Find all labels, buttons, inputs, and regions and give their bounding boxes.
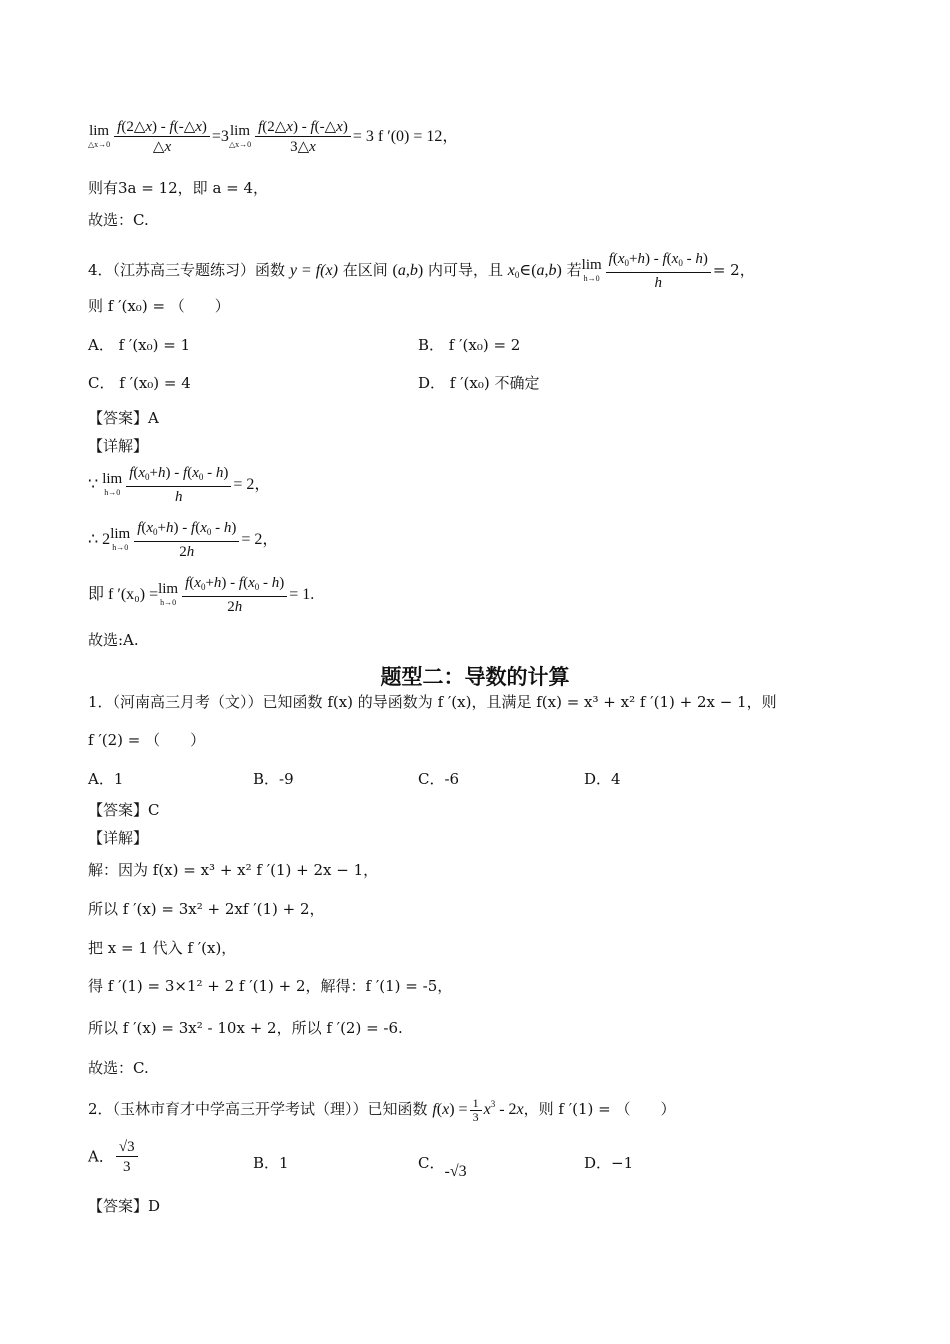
fraction: $\frac{f(x_0+h) - f(x_0 - h)}{2h}$ <box>134 519 239 562</box>
t2q1-detail-label: 【详解】 <box>88 829 149 847</box>
t2q1-choose: 故选：C. <box>88 1059 149 1077</box>
lim-operator: lim h→0 <box>110 525 131 552</box>
x0-in-interval: $x_0\in(a,b)$ <box>507 262 562 281</box>
t2q1-solution-step5: 所以 f ′(x) = 3x² - 10x + 2，所以 f ′(2) = -6. <box>88 1019 403 1037</box>
function-def: y = f(x) <box>289 262 338 280</box>
t2q1-solution-step4: 得 f ′(1) = 3×1² + 2 f ′(1) + 2，解得：f ′(1) = -5， <box>88 977 453 995</box>
answer-line: 故选：C. <box>88 211 149 229</box>
lim-operator: lim h→0 <box>102 470 123 497</box>
q4-option-b[interactable]: B． f ′(x₀) = 2 <box>418 336 521 354</box>
function-def: f(x) = $\frac{1}{3}$ $x^3 - 2x$ <box>432 1095 524 1124</box>
fraction: $\frac{f(x_0+h) - f(x_0 - h)}{h}$ <box>606 250 711 293</box>
t2q1-ask: f ′(2) = （ ） <box>88 731 206 749</box>
q4-ask: 则 f ′(x₀) = （ ） <box>88 297 230 315</box>
section-title: 题型二：导数的计算 <box>380 665 570 689</box>
t2q1-answer: 【答案】C <box>88 801 160 819</box>
fraction: $\frac{f(x_0+h) - f(x_0 - h)}{h}$ <box>126 464 231 507</box>
t2q2-stem: 2．（玉林市育才中学高三开学考试（理））已知函数 f(x) = $\frac{1}{3}$ $x^3 - 2x$，则 f ′(1) = （ ） <box>88 1095 676 1124</box>
t2q1-solution-step2: 所以 f ′(x) = 3x² + 2xf ′(1) + 2， <box>88 900 325 918</box>
t2q1-option-d[interactable]: D．4 <box>584 770 621 788</box>
fraction: $\frac{1}{3}$ <box>470 1097 482 1124</box>
t2q2-option-b[interactable]: B．1 <box>253 1154 289 1172</box>
q4-step1: ∵ lim h→0 $\frac{f(x_0+h) - f(x_0 - h)}{h}$ = 2， <box>88 465 271 505</box>
fraction: $\frac{f(2\triangle x) - f(-\triangle x)}{3\triangle x}$ <box>255 118 351 157</box>
sqrt3-over-3: $\frac{√3}{3}$ <box>116 1138 138 1177</box>
t2q1-option-c[interactable]: C．-6 <box>418 770 460 788</box>
neg-sqrt3: -√3 <box>444 1163 467 1180</box>
q4-step2: ∴ 2 lim h→0 $\frac{f(x_0+h) - f(x_0 - h)}{2h}$ = 2， <box>88 520 279 560</box>
lim-operator: lim h→0 <box>581 256 602 283</box>
q4-answer: 【答案】A <box>88 409 159 427</box>
t2q2-option-a[interactable]: A． $\frac{√3}{3}$ <box>88 1138 140 1177</box>
t2q1-solution-step1: 解：因为 f(x) = x³ + x² f ′(1) + 2x − 1， <box>88 861 379 879</box>
q4-option-a[interactable]: A． f ′(x₀) = 1 <box>88 336 191 354</box>
interval: (a,b) <box>392 262 424 280</box>
t2q1-solution-step3: 把 x = 1 代入 f ′(x)， <box>88 939 237 957</box>
lim-operator: lim △x→0 <box>88 122 111 149</box>
fraction: $\frac{f(x_0+h) - f(x_0 - h)}{2h}$ <box>182 574 287 617</box>
then-line: 则有3a = 12，即 a = 4， <box>88 179 269 197</box>
lim-operator: lim △x→0 <box>228 122 252 149</box>
q4-stem: 4．（江苏高三专题练习）函数 y = f(x) 在区间 (a,b) 内可导，且 $x_0\in(a,b)$ 若 lim h→0 $\frac{f(x_0+h) - f(x_0 - h)}{h}$ = 2， <box>88 251 755 291</box>
q4-choose: 故选:A. <box>88 631 139 649</box>
t2q2-answer: 【答案】D <box>88 1197 161 1215</box>
q4-option-d[interactable]: D． f ′(x₀) 不确定 <box>418 374 540 392</box>
q4-option-c[interactable]: C． f ′(x₀) = 4 <box>88 374 191 392</box>
lim-operator: lim h→0 <box>158 580 179 607</box>
t2q2-option-d[interactable]: D．−1 <box>584 1154 634 1172</box>
t2q1-option-a[interactable]: A．1 <box>88 770 124 788</box>
q4-step3: 即 f ′(x₀) = lim h→0 $\frac{f(x_0+h) - f(x_0 - h)}{2h}$ = 1. <box>88 575 315 615</box>
t2q1-stem: 1．（河南高三月考（文））已知函数 f(x) 的导函数为 f ′(x)，且满足 f(x) = x³ + x² f ′(1) + 2x − 1，则 <box>88 693 777 711</box>
limit-result: = 3 f ′(0) = 12， <box>352 128 459 146</box>
t2q2-option-c[interactable]: C．-√3 <box>418 1154 467 1180</box>
fraction: $\frac{f(2\triangle x) - f(-\triangle x)}{\triangle x}$ <box>114 118 210 157</box>
limit-equation-line: lim △x→0 $\frac{f(2\triangle x) - f(-\triangle x)}{\triangle x}$ =3 lim △x→0 $\frac{f(2\triangle x) - f(-\triangle x)}{3\triangle x}$ = 3 f ′(0) = 12， <box>88 119 459 155</box>
t2q1-option-b[interactable]: B．-9 <box>253 770 294 788</box>
q4-detail-label: 【详解】 <box>88 437 149 455</box>
